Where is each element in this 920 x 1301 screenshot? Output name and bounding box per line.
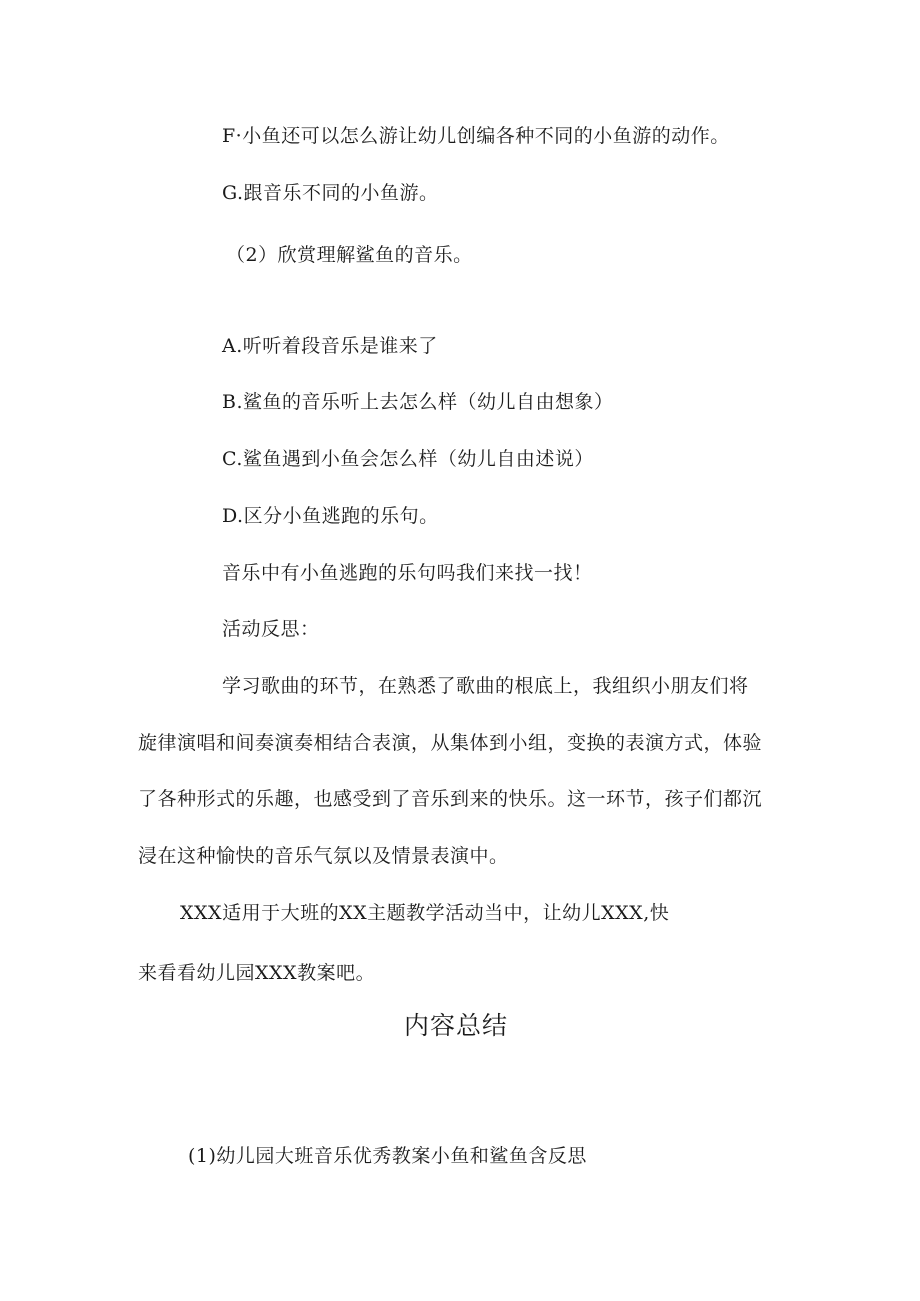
section-2-item-c: C.鲨鱼遇到小鱼会怎么样（幼儿自由述说） — [222, 448, 594, 470]
summary-item-1: (1)幼儿园大班音乐优秀教案小鱼和鲨鱼含反思 — [188, 1145, 587, 1167]
step-f-text: F·小鱼还可以怎么游让幼儿创编各种不同的小鱼游的动作。 — [222, 125, 730, 147]
section-2-title: （2）欣赏理解鲨鱼的音乐。 — [226, 244, 473, 266]
summary-heading: 内容总结 — [404, 1011, 509, 1040]
intro-line-1: XXX适用于大班的XX主题教学活动当中，让幼儿XXX,快 — [180, 902, 670, 924]
section-2-item-a: A.听听着段音乐是谁来了 — [222, 335, 438, 357]
section-2-item-b: B.鲨鱼的音乐听上去怎么样（幼儿自由想象） — [222, 391, 614, 413]
music-prompt-text: 音乐中有小鱼逃跑的乐句吗我们来找一找！ — [222, 562, 593, 584]
intro-line-2: 来看看幼儿园XXX教案吧。 — [138, 962, 376, 984]
reflection-line-2: 旋律演唱和间奏演奏相结合表演，从集体到小组，变换的表演方式，体验 — [138, 732, 763, 754]
reflection-line-3: 了各种形式的乐趣，也感受到了音乐到来的快乐。这一环节，孩子们都沉 — [138, 788, 763, 810]
section-2-item-d: D.区分小鱼逃跑的乐句。 — [222, 505, 439, 527]
reflection-line-1: 学习歌曲的环节，在熟悉了歌曲的根底上，我组织小朋友们将 — [222, 675, 749, 697]
reflection-label: 活动反思： — [222, 618, 320, 640]
step-g-text: G.跟音乐不同的小鱼游。 — [222, 182, 439, 204]
reflection-line-4: 浸在这种愉快的音乐气氛以及情景表演中。 — [138, 845, 509, 867]
